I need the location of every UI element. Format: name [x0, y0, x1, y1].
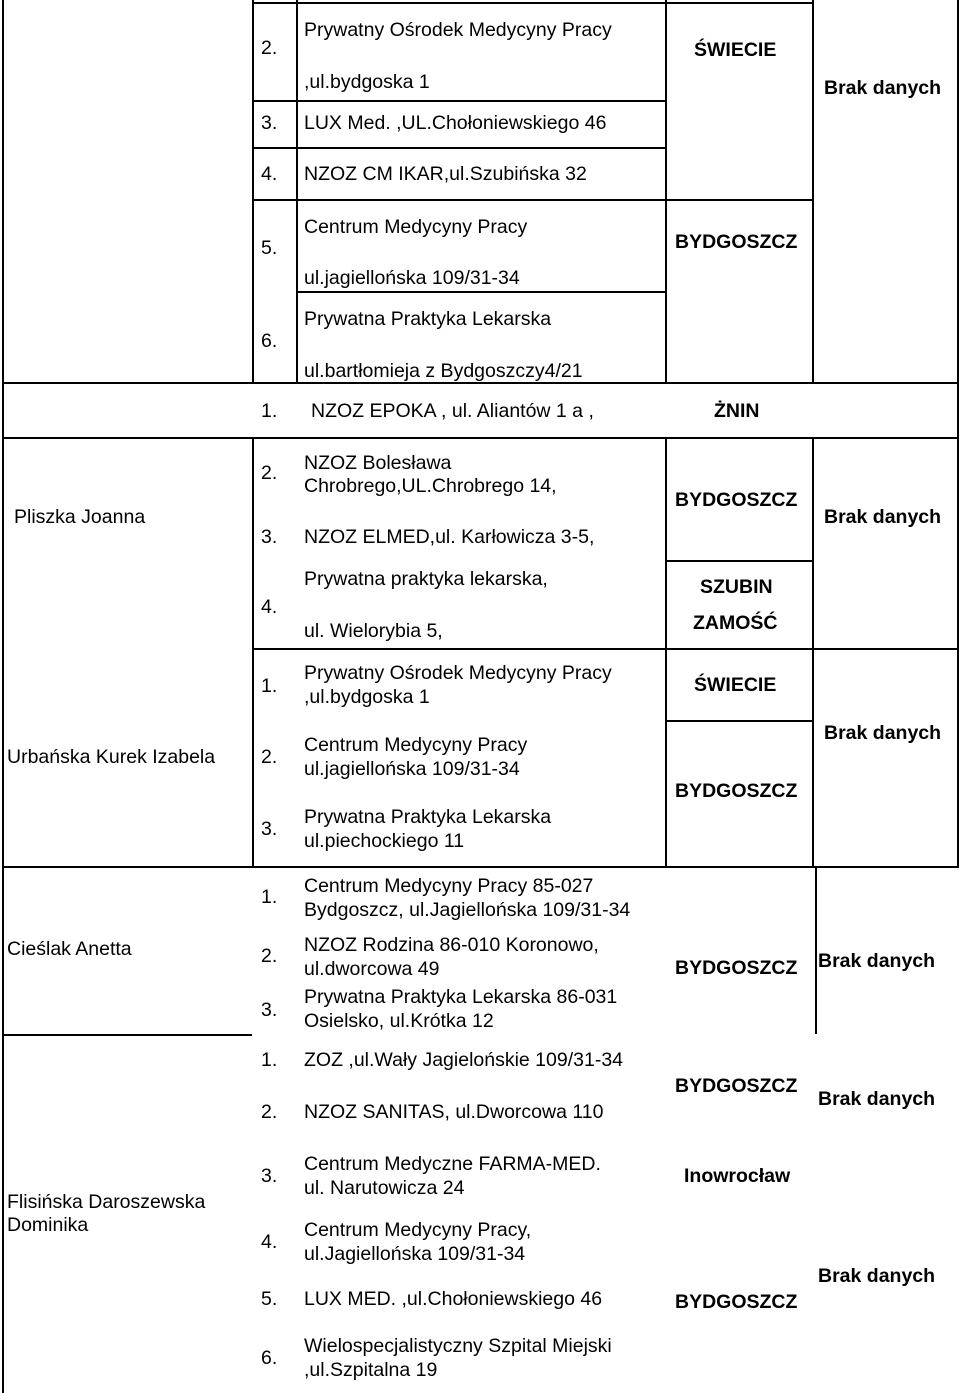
grid-line [665, 0, 667, 382]
entry-line: Wielospecjalistyczny Szpital Miejski [304, 1335, 612, 1357]
grid-line [2, 866, 959, 868]
grid-line [296, 291, 666, 293]
city-label: BYDGOSZCZ [675, 1291, 798, 1313]
entry-number: 6. [261, 330, 278, 352]
city-label: BYDGOSZCZ [675, 231, 798, 253]
grid-line [957, 0, 959, 866]
entry-number: 4. [261, 596, 278, 618]
person-name: Urbańska Kurek Izabela [7, 746, 216, 768]
status-badge: Brak danych [818, 1088, 936, 1110]
status-badge: Brak danych [824, 77, 942, 99]
city-label: ŻNIN [714, 400, 760, 422]
grid-line [666, 560, 813, 562]
grid-line [252, 2, 814, 4]
grid-line [665, 437, 667, 866]
grid-line [2, 0, 4, 1393]
city-label: BYDGOSZCZ [675, 489, 798, 511]
grid-line [812, 437, 814, 866]
status-badge: Brak danych [818, 1265, 936, 1287]
entry-line: Prywatna Praktyka Lekarska 86-031 [304, 986, 618, 1008]
entry-line: Prywatna Praktyka Lekarska [304, 308, 552, 330]
grid-line [2, 437, 959, 439]
entry-number: 3. [261, 818, 278, 840]
city-label: BYDGOSZCZ [675, 957, 798, 979]
grid-line [252, 437, 254, 866]
entry-line: ul. Narutowicza 24 [304, 1177, 465, 1199]
grid-line [296, 0, 298, 382]
entry-line: Prywatny Ośrodek Medycyny Pracy [304, 662, 612, 684]
entry-number: 5. [261, 237, 278, 259]
status-badge: Brak danych [824, 506, 942, 528]
city-label: SZUBIN [700, 576, 773, 598]
entry-line: ul. Wielorybia 5, [304, 620, 443, 642]
entry-number: 2. [261, 462, 278, 484]
entry-line: ,ul.Szpitalna 19 [304, 1359, 438, 1381]
entry-line: ul.bartłomieja z Bydgoszczy4/21 [304, 360, 583, 382]
entry-number: 1. [261, 886, 278, 908]
status-badge: Brak danych [818, 950, 936, 972]
entry-line: Chrobrego,UL.Chrobrego 14, [304, 475, 557, 497]
entry-line: NZOZ Rodzina 86-010 Koronowo, [304, 934, 599, 956]
entry-line: LUX MED. ,ul.Chołoniewskiego 46 [304, 1288, 603, 1310]
entry-line: Centrum Medycyny Pracy, [304, 1219, 532, 1241]
entry-line: Centrum Medycyny Pracy [304, 216, 528, 238]
grid-line [252, 199, 814, 201]
grid-line [252, 100, 666, 102]
entry-number: 4. [261, 163, 278, 185]
entry-line: ul.dworcowa 49 [304, 958, 440, 980]
entry-line: ul.Jagiellońska 109/31-34 [304, 1243, 526, 1265]
entry-line: Centrum Medycyny Pracy [304, 734, 528, 756]
city-label: BYDGOSZCZ [675, 1075, 798, 1097]
entry-line: NZOZ ELMED,ul. Karłowicza 3-5, [304, 526, 595, 548]
entry-line: Centrum Medycyny Pracy 85-027 [304, 875, 594, 897]
status-badge: Brak danych [824, 722, 942, 744]
entry-number: 1. [261, 1049, 278, 1071]
city-label: ŚWIECIE [694, 674, 777, 696]
entry-number: 2. [261, 1101, 278, 1123]
entry-line: Prywatna Praktyka Lekarska [304, 806, 552, 828]
entry-number: 2. [261, 37, 278, 59]
entry-line: NZOZ Bolesława [304, 452, 452, 474]
entry-number: 1. [261, 400, 278, 422]
grid-line [666, 720, 813, 722]
entry-number: 3. [261, 1165, 278, 1187]
grid-line [252, 147, 666, 149]
city-label: ŚWIECIE [694, 39, 777, 61]
entry-number: 3. [261, 526, 278, 548]
entry-number: 2. [261, 945, 278, 967]
city-label: BYDGOSZCZ [675, 780, 798, 802]
entry-line: ul.jagiellońska 109/31-34 [304, 267, 520, 289]
person-name: Dominika [7, 1214, 89, 1236]
entry-line: NZOZ CM IKAR,ul.Szubińska 32 [304, 163, 587, 185]
entry-number: 5. [261, 1288, 278, 1310]
entry-line: ,ul.bydgoska 1 [304, 686, 430, 708]
entry-number: 3. [261, 999, 278, 1021]
entry-line: Centrum Medyczne FARMA-MED. [304, 1153, 601, 1175]
city-label: ZAMOŚĆ [693, 612, 778, 634]
entry-line: ,ul.bydgoska 1 [304, 71, 430, 93]
entry-line: ZOZ ,ul.Wały Jagielońskie 109/31-34 [304, 1049, 624, 1071]
grid-line [252, 648, 959, 650]
entry-line: Prywatny Ośrodek Medycyny Pracy [304, 19, 612, 41]
entry-number: 3. [261, 112, 278, 134]
person-name: Flisińska Daroszewska [7, 1191, 206, 1213]
grid-line [812, 0, 814, 382]
entry-line: Osielsko, ul.Krótka 12 [304, 1010, 494, 1032]
person-name: Cieślak Anetta [7, 938, 132, 960]
entry-number: 6. [261, 1347, 278, 1369]
entry-line: ul.piechockiego 11 [304, 830, 465, 852]
grid-line [2, 1034, 252, 1036]
entry-line: Prywatna praktyka lekarska, [304, 568, 548, 590]
entry-number: 4. [261, 1231, 278, 1253]
entry-line: ul.jagiellońska 109/31-34 [304, 758, 520, 780]
entry-number: 2. [261, 746, 278, 768]
entry-line: LUX Med. ,UL.Chołoniewskiego 46 [304, 112, 607, 134]
person-name: Pliszka Joanna [14, 506, 146, 528]
city-label: Inowrocław [684, 1165, 791, 1187]
entry-number: 1. [261, 675, 278, 697]
entry-line: NZOZ EPOKA , ul. Aliantów 1 a , [311, 400, 594, 422]
grid-line [252, 0, 254, 382]
grid-line [815, 866, 817, 1034]
entry-line: NZOZ SANITAS, ul.Dworcowa 110 [304, 1101, 604, 1123]
entry-line: Bydgoszcz, ul.Jagiellońska 109/31-34 [304, 899, 631, 921]
